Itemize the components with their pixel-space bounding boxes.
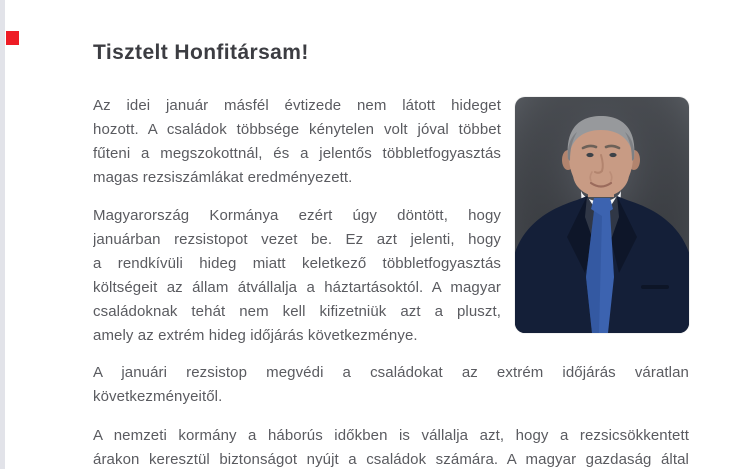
letter-text-column [93,94,501,348]
paragraph [93,94,501,190]
text-line: januárban rezsistopot vezet be. Ez azt jelenti, hogy [93,231,501,248]
page-title: Tisztelt Honfitársam! [93,41,309,65]
paragraph [93,424,689,472]
text-line: Magyarország Kormánya ezért úgy döntött, hogy [93,207,501,224]
text-line: költségeit az állam átvállalja a háztartásoktól. A magyar [93,279,501,296]
text-line: következményeitől. [93,388,223,405]
text-line: amely az extrém hideg időjárás következménye. [93,327,418,344]
red-marker [6,31,19,45]
paragraph [93,204,501,348]
text-line: hozott. A családok többsége kénytelen volt jóval többet [93,121,501,138]
letter-bottom-section [93,361,689,472]
portrait-photo [515,97,689,333]
text-line: A nemzeti kormány a háborús időkben is vállalja azt, hogy a rezsicsökkentett [93,427,689,444]
text-line: Az idei január másfél évtizede nem látott hideget [93,97,501,114]
text-line: árakon keresztül biztonságot nyújt a családok számára. A magyar gazdaság által [93,451,689,468]
text-line: fűteni a megszokottnál, és a jelentős többletfogyasztás [93,145,501,162]
paragraph [93,361,689,409]
letter-top-section [93,94,689,348]
text-line: a rendkívüli hideg miatt keletkező többletfogyasztás [93,255,501,272]
text-line: családoknak tehát nem kell kifizetniük azt a pluszt, [93,303,501,320]
text-line: magas rezsiszámlákat eredményezett. [93,169,353,186]
page-left-edge [0,0,5,469]
text-line: A januári rezsistop megvédi a családokat az extrém időjárás váratlan [93,364,689,381]
